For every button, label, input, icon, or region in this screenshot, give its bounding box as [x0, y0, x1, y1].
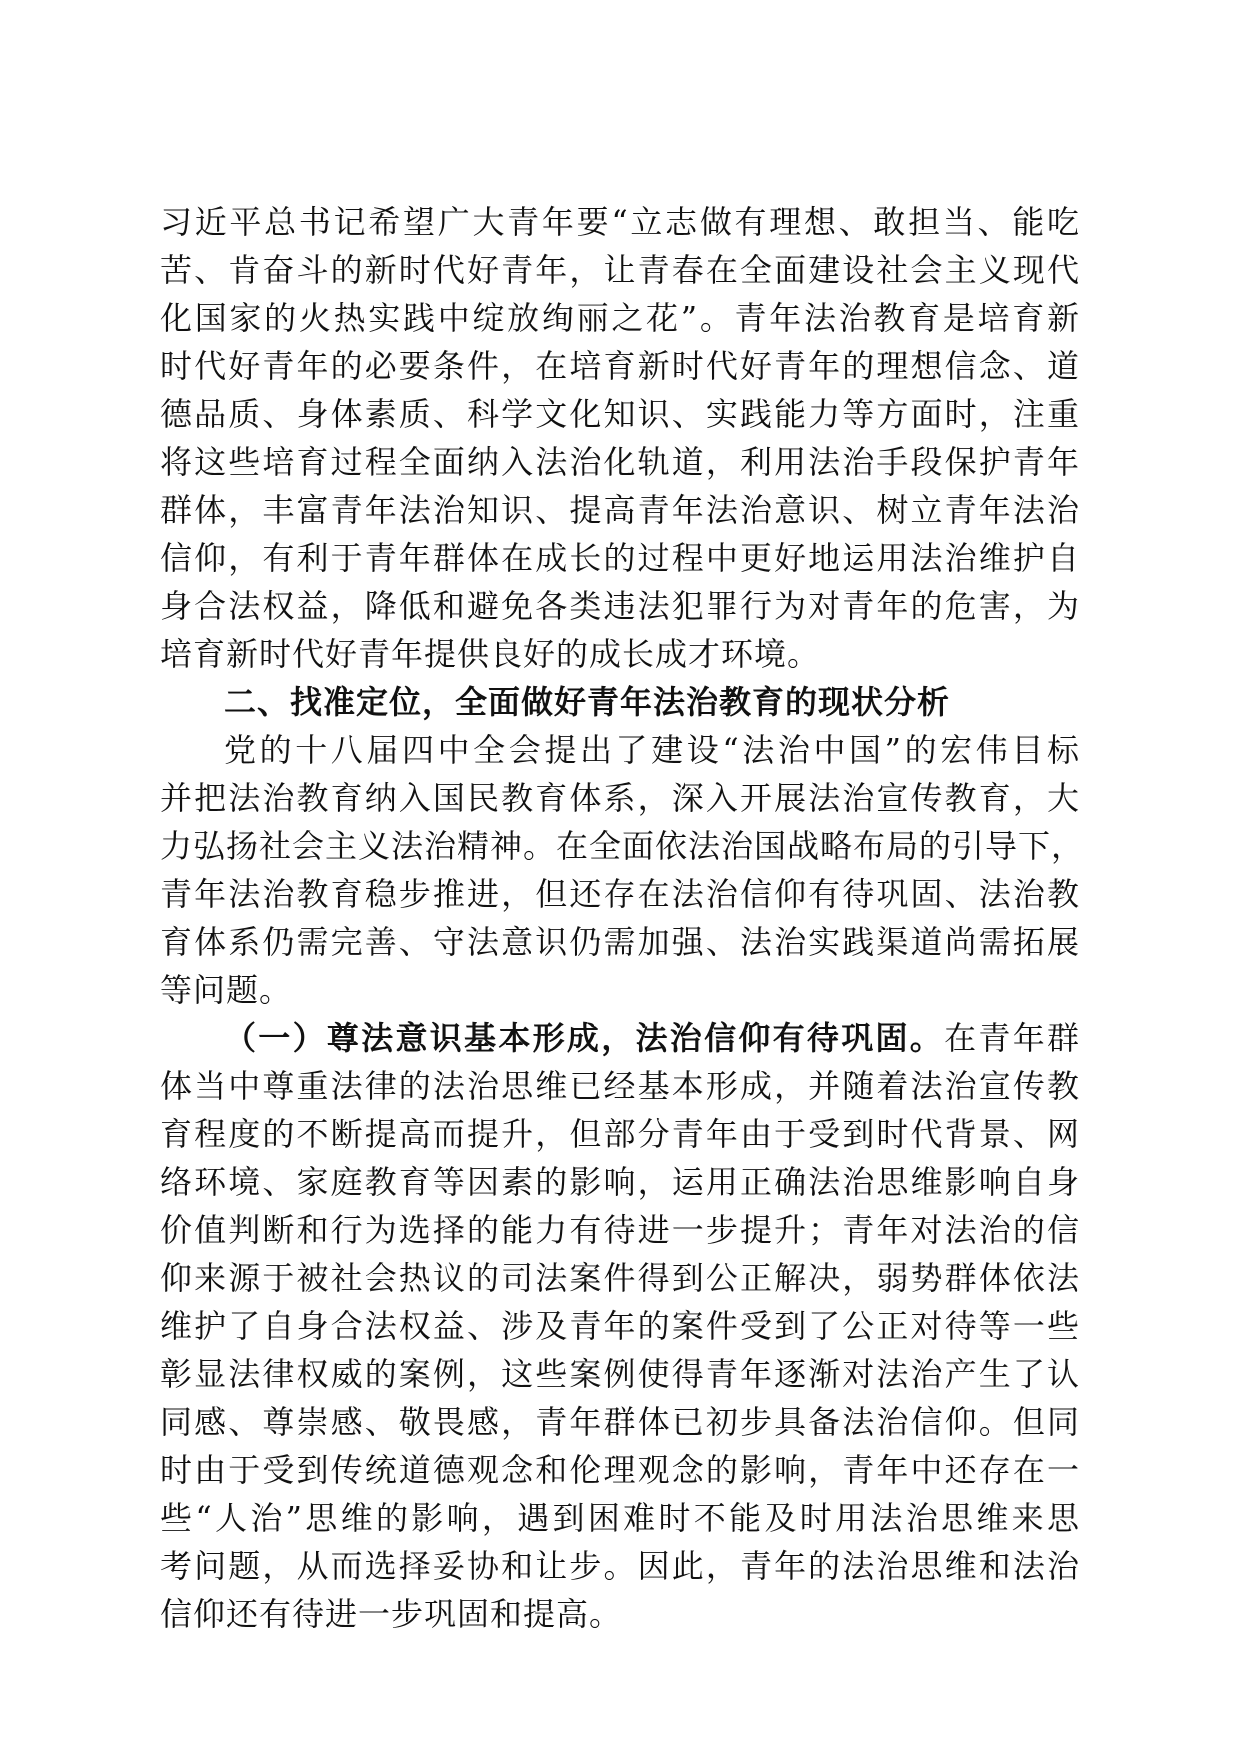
text-line: 同感、尊崇感、敬畏感，青年群体已初步具备法治信仰。但同 — [160, 1403, 1080, 1441]
text-line — [160, 1014, 1080, 1062]
text-line: 身合法权益，降低和避免各类违法犯罪行为对青年的危害，为 — [160, 587, 1080, 625]
text-line: 些“人治”思维的影响，遇到困难时不能及时用法治思维来思 — [160, 1499, 1080, 1537]
section-heading: 二、找准定位，全面做好青年法治教育的现状分析 — [224, 683, 951, 721]
text-line: 体当中尊重法律的法治思维已经基本形成，并随着法治宣传教 — [160, 1067, 1080, 1105]
text-line: 化国家的火热实践中绽放绚丽之花”。青年法治教育是培育新 — [160, 299, 1080, 337]
text-line: 等问题。 — [160, 971, 293, 1009]
text-line: 德品质、身体素质、科学文化知识、实践能力等方面时，注重 — [160, 395, 1080, 433]
text-line: 育体系仍需完善、守法意识仍需加强、法治实践渠道尚需拓展 — [160, 923, 1080, 961]
text-line: 青年法治教育稳步推进，但还存在法治信仰有待巩固、法治教 — [160, 875, 1080, 913]
text-line: 将这些培育过程全面纳入法治化轨道，利用法治手段保护青年 — [160, 443, 1080, 481]
text-line: 络环境、家庭教育等因素的影响，运用正确法治思维影响自身 — [160, 1163, 1080, 1201]
text-line: 并把法治教育纳入国民教育体系，深入开展法治宣传教育，大 — [160, 779, 1080, 817]
text-line: 育程度的不断提高而提升，但部分青年由于受到时代背景、网 — [160, 1115, 1080, 1153]
text-line: 时代好青年的必要条件，在培育新时代好青年的理想信念、道 — [160, 347, 1080, 385]
text-line: 考问题，从而选择妥协和让步。因此，青年的法治思维和法治 — [160, 1547, 1080, 1585]
paragraph-1 — [160, 198, 1080, 678]
text-run: 在青年群 — [944, 1019, 1080, 1057]
text-line: 价值判断和行为选择的能力有待进一步提升；青年对法治的信 — [160, 1211, 1080, 1249]
text-line: 信仰还有待进一步巩固和提高。 — [160, 1595, 623, 1633]
text-line: 苦、肯奋斗的新时代好青年，让青春在全面建设社会主义现代 — [160, 251, 1080, 289]
text-line: 仰来源于被社会热议的司法案件得到公正解决，弱势群体依法 — [160, 1259, 1080, 1297]
text-line: 党的十八届四中全会提出了建设“法治中国”的宏伟目标 — [224, 731, 1080, 769]
text-line: 彰显法律权威的案例，这些案例使得青年逐渐对法治产生了认 — [160, 1355, 1080, 1393]
text-line: 信仰，有利于青年群体在成长的过程中更好地运用法治维护自 — [160, 539, 1080, 577]
paragraph-3 — [160, 1014, 1080, 1638]
text-line: 习近平总书记希望广大青年要“立志做有理想、敢担当、能吃 — [160, 203, 1080, 241]
text-line: 时由于受到传统道德观念和伦理观念的影响，青年中还存在一 — [160, 1451, 1080, 1489]
text-line: 力弘扬社会主义法治精神。在全面依法治国战略布局的引导下， — [160, 827, 1085, 865]
text-line: 群体，丰富青年法治知识、提高青年法治意识、树立青年法治 — [160, 491, 1080, 529]
paragraph-2 — [160, 726, 1085, 1014]
subsection-lead: （一）尊法意识基本形成，法治信仰有待巩固。 — [224, 1019, 945, 1057]
text-line: 培育新时代好青年提供良好的成长成才环境。 — [160, 635, 821, 673]
body-text — [160, 198, 1085, 1638]
text-line: 维护了自身合法权益、涉及青年的案件受到了公正对待等一些 — [160, 1307, 1080, 1345]
